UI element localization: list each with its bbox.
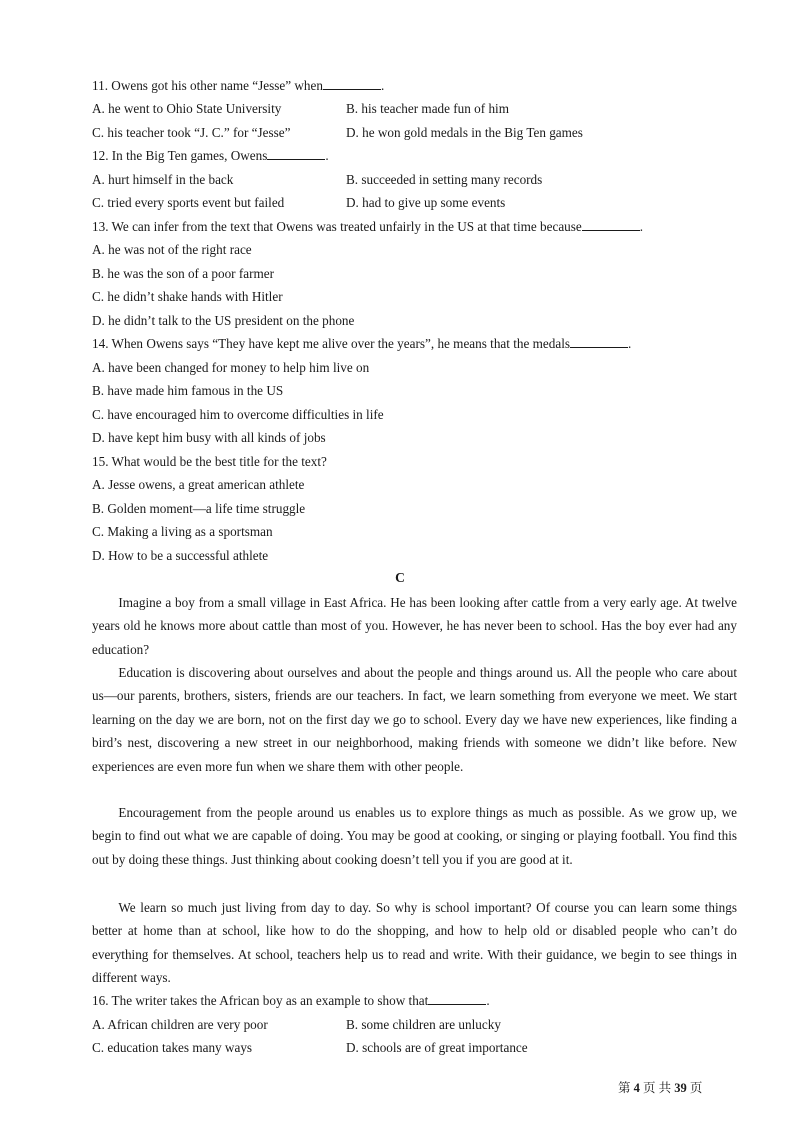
passage-paragraph-2: Education is discovering about ourselves and about the people and things around us. All the people who care about us—our parents, brothers, sisters, friends are our teachers. In fact, we learn something from everyone we meet. We start learning on the day we are born, not on the first day we go to school. Every day we have new experiences, like finding a bird’s nest, discovering a new street in our neighborhood, making friends with someone we didn’t like before. New experiences are even more fun when we share them with other people. bbox=[92, 665, 737, 774]
question-12-option-c: C. tried every sports event but failed bbox=[92, 195, 285, 210]
question-14-period: . bbox=[628, 336, 632, 351]
question-11-stem bbox=[92, 78, 384, 94]
question-11-text: 11. Owens got his other name “Jesse” when bbox=[92, 78, 323, 93]
question-11-option-b: B. his teacher made fun of him bbox=[346, 101, 509, 116]
footer-suffix: 页 bbox=[689, 1081, 703, 1095]
question-15-option-b: B. Golden moment—a life time struggle bbox=[92, 501, 306, 516]
question-16-option-a: A. African children are very poor bbox=[92, 1017, 268, 1032]
question-16-text: 16. The writer takes the African boy as an example to show that bbox=[92, 993, 429, 1008]
answer-blank bbox=[428, 993, 486, 1005]
section-heading-c: C bbox=[395, 570, 405, 585]
question-14-option-b: B. have made him famous in the US bbox=[92, 383, 284, 398]
question-13-text: 13. We can infer from the text that Owens was treated unfairly in the US at that time because bbox=[92, 219, 582, 234]
question-14-option-c: C. have encouraged him to overcome difficulties in life bbox=[92, 407, 384, 422]
question-13-period: . bbox=[639, 219, 644, 234]
question-13-option-b: B. he was the son of a poor farmer bbox=[92, 266, 275, 281]
question-14-option-d: D. have kept him busy with all kinds of jobs bbox=[92, 430, 326, 445]
question-11-option-d: D. he won gold medals in the Big Ten games bbox=[346, 125, 583, 140]
question-13-option-a: A. he was not of the right race bbox=[92, 242, 252, 257]
question-16-option-c: C. education takes many ways bbox=[92, 1040, 253, 1055]
question-12-option-b: B. succeeded in setting many records bbox=[346, 172, 543, 187]
question-11-option-c: C. his teacher took “J. C.” for “Jesse” bbox=[92, 125, 291, 140]
question-14-stem bbox=[92, 336, 631, 352]
question-15-option-a: A. Jesse owens, a great american athlete bbox=[92, 477, 305, 492]
question-16-period: . bbox=[486, 993, 490, 1008]
question-13-option-c: C. he didn’t shake hands with Hitler bbox=[92, 289, 283, 304]
answer-blank bbox=[267, 148, 325, 160]
question-11-period: . bbox=[380, 78, 385, 93]
total-page-count: 39 bbox=[674, 1081, 687, 1095]
footer-prefix: 第 bbox=[618, 1081, 631, 1095]
passage-paragraph-3: Encouragement from the people around us enables us to explore things as much as possible. As we grow up, we begin to find out what we are capable of doing. You may be good at cooking, or singing or playing football. You find this out by doing these things. Just thinking about cooking doesn’t tell you if you are good at it. bbox=[92, 805, 737, 867]
current-page-number: 4 bbox=[633, 1081, 640, 1095]
question-14-text: 14. When Owens says “They have kept me alive over the years”, he means that the medals bbox=[92, 336, 571, 351]
question-15-stem: 15. What would be the best title for the text? bbox=[92, 454, 327, 469]
question-12-stem bbox=[92, 148, 329, 164]
question-16-stem bbox=[92, 993, 490, 1009]
question-14-option-a: A. have been changed for money to help him live on bbox=[92, 360, 370, 375]
question-15-option-c: C. Making a living as a sportsman bbox=[92, 524, 273, 539]
question-13-option-d: D. he didn’t talk to the US president on the phone bbox=[92, 313, 355, 328]
footer-middle: 页 共 bbox=[643, 1081, 672, 1095]
answer-blank bbox=[570, 336, 628, 348]
question-12-period: . bbox=[325, 148, 329, 163]
question-16-option-b: B. some children are unlucky bbox=[346, 1017, 501, 1032]
question-15-option-d: D. How to be a successful athlete bbox=[92, 548, 269, 563]
answer-blank bbox=[582, 219, 640, 231]
question-12-option-a: A. hurt himself in the back bbox=[92, 172, 234, 187]
answer-blank bbox=[323, 78, 381, 90]
question-16-option-d: D. schools are of great importance bbox=[346, 1040, 528, 1055]
question-13-stem bbox=[92, 219, 643, 235]
page-number-footer bbox=[618, 1078, 702, 1096]
passage-paragraph-1: Imagine a boy from a small village in East Africa. He has been looking after cattle from a very early age. At twelve years old he knows more about cattle than most of you. However, he has never been to school. Has the boy ever had any education? bbox=[92, 595, 737, 657]
question-11-option-a: A. he went to Ohio State University bbox=[92, 101, 282, 116]
question-12-text: 12. In the Big Ten games, Owens bbox=[92, 148, 268, 163]
passage-paragraph-4: We learn so much just living from day to day. So why is school important? Of course you can learn some things better at home than at school, like how to do the shopping, and how to help old or disabled people who can’t do everything for themselves. At school, teachers help us to read and write. With their guidance, we begin to see things in different ways. bbox=[92, 900, 737, 986]
question-12-option-d: D. had to give up some events bbox=[346, 195, 506, 210]
